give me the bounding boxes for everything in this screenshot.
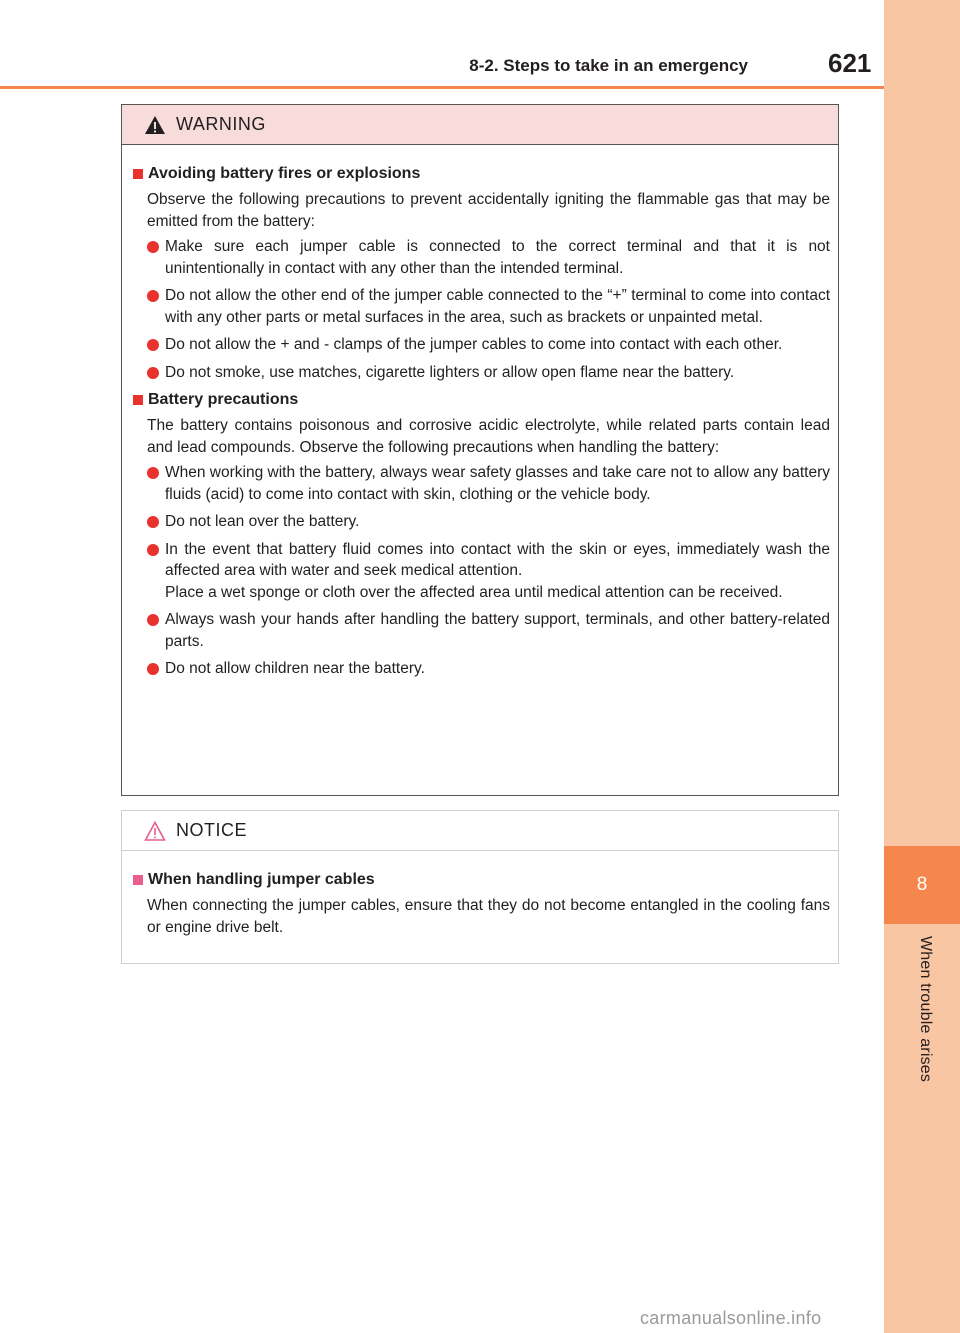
notice-section [133, 869, 830, 938]
round-bullet-icon [147, 663, 159, 675]
list-item: When working with the battery, always wear safety glasses and take care not to allow any battery fluids (acid) to come into contact with skin, clothing or the vehicle body. [147, 462, 830, 505]
chapter-side-tab [884, 0, 960, 1333]
section-intro: Observe the following precautions to prevent accidentally igniting the flammable gas that may be emitted from the battery: [147, 191, 830, 230]
section-heading: Avoiding battery fires or explosions [148, 165, 421, 182]
warning-section-fires [133, 163, 830, 383]
round-bullet-icon [147, 241, 159, 253]
round-bullet-icon [147, 614, 159, 626]
section-intro: The battery contains poisonous and corrosive acidic electrolyte, while related parts contain lead and lead compounds. Observe the following precautions when handling the battery: [147, 417, 830, 456]
round-bullet-icon [147, 467, 159, 479]
header-divider [0, 86, 884, 89]
watermark: carmanualsonline.info [640, 1308, 822, 1328]
round-bullet-icon [147, 290, 159, 302]
chapter-number: 8 [884, 846, 960, 924]
page-number: 621 [828, 48, 872, 78]
list-item: Always wash your hands after handling the battery support, terminals, and other battery-related parts. [147, 609, 830, 652]
round-bullet-icon [147, 516, 159, 528]
square-bullet-icon [133, 875, 143, 885]
list-item: Do not allow children near the battery. [147, 658, 830, 680]
notice-box [121, 810, 839, 964]
list-item: Do not lean over the battery. [147, 511, 830, 533]
warning-header [122, 105, 838, 145]
bullet-list [147, 236, 830, 383]
section-title: 8-2. Steps to take in an emergency [469, 56, 748, 75]
section-text: When connecting the jumper cables, ensure that they do not become entangled in the cooling fans or engine drive belt. [147, 897, 830, 936]
bullet-list [147, 462, 830, 680]
round-bullet-icon [147, 367, 159, 379]
square-bullet-icon [133, 169, 143, 179]
warning-section-precautions [133, 389, 830, 680]
section-heading: Battery precautions [148, 391, 299, 408]
warning-triangle-icon [144, 115, 166, 135]
notice-title: NOTICE [176, 820, 248, 840]
warning-title: WARNING [176, 114, 266, 134]
round-bullet-icon [147, 544, 159, 556]
square-bullet-icon [133, 395, 143, 405]
notice-body [122, 851, 838, 938]
round-bullet-icon [147, 339, 159, 351]
list-item: Make sure each jumper cable is connected to the correct terminal and that it is not unintentionally in contact with any other than the intended terminal. [147, 236, 830, 279]
warning-box [121, 104, 839, 796]
list-item: Do not smoke, use matches, cigarette lighters or allow open flame near the battery. [147, 362, 830, 384]
bullet-continuation: Place a wet sponge or cloth over the affected area until medical attention can be received. [165, 583, 783, 601]
list-item: Do not allow the + and - clamps of the jumper cables to come into contact with each other. [147, 334, 830, 356]
list-item: In the event that battery fluid comes into contact with the skin or eyes, immediately wash the affected area with water and seek medical attention. Place a wet sponge or cloth over the affected area until medical attention can be received. [147, 539, 830, 604]
caution-triangle-icon [144, 821, 166, 841]
chapter-label: When trouble arises [917, 936, 934, 1083]
section-heading: When handling jumper cables [148, 871, 375, 888]
warning-body [122, 145, 838, 680]
notice-header [122, 811, 838, 851]
list-item: Do not allow the other end of the jumper cable connected to the “+” terminal to come into contact with any other parts or metal surfaces in the area, such as brackets or unpainted metal. [147, 285, 830, 328]
